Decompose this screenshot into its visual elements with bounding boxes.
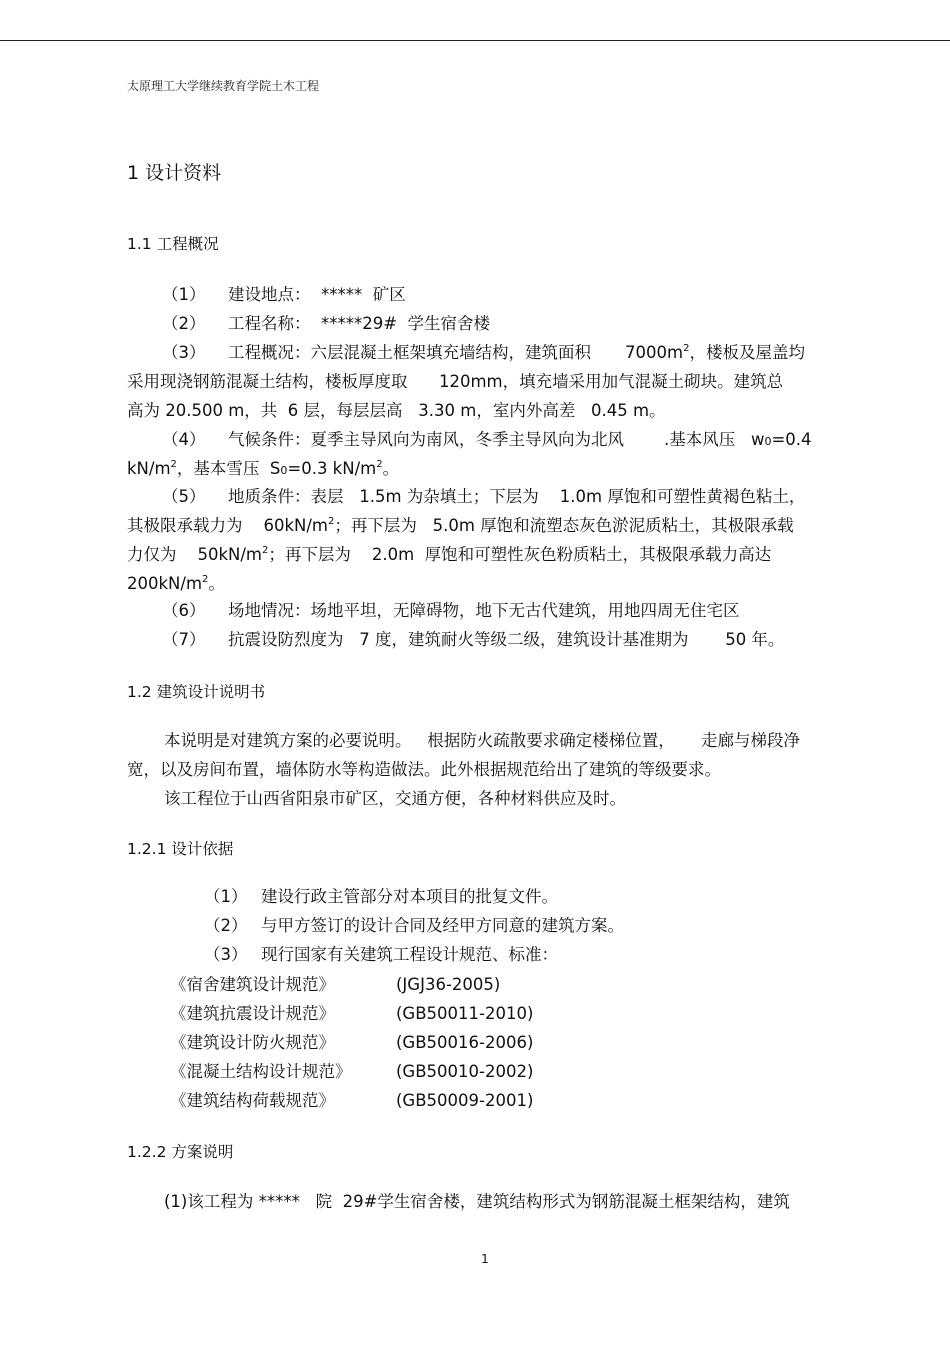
item-5-line-4: $200kN/m^2$。 — [127, 574, 225, 593]
description-line-1: 本说明是对建筑方案的必要说明。 根据防火疏散要求确定楼梯位置， 走廊与梯段净 — [164, 731, 800, 750]
item-4-line-2: $kN/m^2$，基本雪压 S0=0.3 $kN/m^2$。 — [127, 459, 400, 478]
standard-title: 《建筑设计防火规范》 — [170, 1033, 335, 1052]
section-1-2-2-heading: 1.2.2 方案说明 — [127, 1143, 234, 1161]
item-3-line-3: 高为 20.500 m，共 6 层，每层层高 3.30 m，室内外高差 0.45 m。 — [127, 401, 666, 420]
item-6-text: 场地情况：场地平坦，无障碍物，地下无古代建筑，用地四周无住宅区 — [228, 601, 740, 620]
standard-title: 《混凝土结构设计规范》 — [170, 1062, 352, 1081]
item-2-text: 工程名称： *****29# 学生宿舍楼 — [228, 314, 491, 333]
description-line-3: 该工程位于山西省阳泉市矿区，交通方便，各种材料供应及时。 — [164, 789, 626, 808]
section-1-2-1-heading: 1.2.1 设计依据 — [127, 840, 234, 858]
basis-1-number: （1） — [204, 887, 248, 906]
standard-title: 《宿舍建筑设计规范》 — [170, 975, 335, 994]
item-4-number: （4） — [162, 430, 206, 449]
item-3-line-2: 采用现浇钢筋混凝土结构，楼板厚度取 120mm，填充墙采用加气混凝土砌块。建筑总 — [127, 372, 784, 391]
description-line-2: 宽，以及房间布置，墙体防水等构造做法。此外根据规范给出了建筑的等级要求。 — [127, 760, 721, 779]
section-1-1-heading: 1.1 工程概况 — [127, 235, 219, 253]
item-4-line-1: 气候条件：夏季主导风向为南风，冬季主导风向为北风 .基本风压 w0=0.4 — [228, 430, 812, 449]
basis-2-text: 与甲方签订的设计合同及经甲方同意的建筑方案。 — [261, 916, 624, 935]
item-1-text: 建设地点： ***** 矿区 — [228, 285, 406, 304]
standard-title: 《建筑结构荷载规范》 — [170, 1091, 335, 1110]
item-5-line-3: 力仅为 $50kN/m^2$；再下层为 2.0m 厚饱和可塑性灰色粉质粘土，其极限承载力高达 — [127, 545, 772, 564]
standard-code: (GB50016-2006) — [396, 1033, 534, 1052]
item-1-number: （1） — [162, 285, 206, 304]
basis-3-number: （3） — [204, 945, 248, 964]
item-5-line-2: 其极限承载力为 $60kN/m^2$；再下层为 5.0m 厚饱和流塑态灰色淤泥质粘土，其极限承载 — [127, 516, 794, 535]
standard-code: (JGJ36-2005) — [396, 975, 501, 994]
basis-2-number: （2） — [204, 916, 248, 935]
item-5-line-1: 地质条件：表层 1.5m 为杂填土；下层为 1.0m 厚饱和可塑性黄褐色粘土， — [228, 487, 806, 506]
header-rule — [0, 40, 950, 41]
item-3-number: （3） — [162, 343, 206, 362]
scheme-line-1: (1)该工程为 ***** 院 29#学生宿舍楼，建筑结构形式为钢筋混凝土框架结构，建筑 — [164, 1192, 790, 1211]
item-6-number: （6） — [162, 601, 206, 620]
standard-code: (GB50010-2002) — [396, 1062, 534, 1081]
item-7-number: （7） — [162, 630, 206, 649]
standard-code: (GB50009-2001) — [396, 1091, 534, 1110]
basis-1-text: 建设行政主管部分对本项目的批复文件。 — [261, 887, 558, 906]
item-5-number: （5） — [162, 487, 206, 506]
basis-3-text: 现行国家有关建筑工程设计规范、标准： — [261, 945, 558, 964]
section-1-2-heading: 1.2 建筑设计说明书 — [127, 683, 266, 701]
page-number: 1 — [481, 1252, 489, 1266]
item-3-line-1: 工程概况：六层混凝土框架填充墙结构，建筑面积 $7000m^2$，楼板及屋盖均 — [228, 343, 805, 362]
item-7-text: 抗震设防烈度为 7 度，建筑耐火等级二级，建筑设计基准期为 50 年。 — [228, 630, 785, 649]
section-1-heading: 1 设计资料 — [127, 162, 222, 184]
standard-code: (GB50011-2010) — [396, 1004, 534, 1023]
item-2-number: （2） — [162, 314, 206, 333]
running-header: 太原理工大学继续教育学院土木工程 — [127, 79, 320, 93]
standard-title: 《建筑抗震设计规范》 — [170, 1004, 335, 1023]
